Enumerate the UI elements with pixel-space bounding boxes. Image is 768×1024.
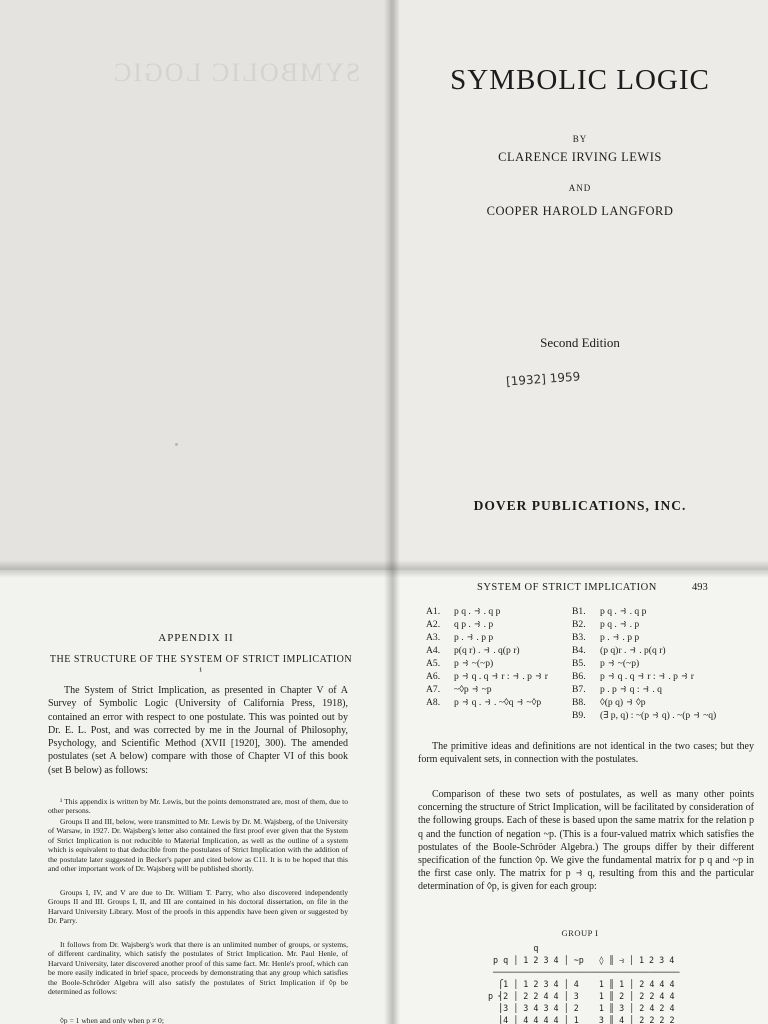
postulate-label: A7. — [426, 684, 441, 695]
postulate-formula: ~◊p ⥽ ~p — [454, 684, 492, 695]
postulate-label: B8. — [572, 697, 586, 708]
postulate-formula: p ⥽ q . ⥽ . ~◊q ⥽ ~◊p — [454, 697, 542, 708]
appendix-label: APPENDIX II — [158, 632, 234, 644]
appendix-title: THE STRUCTURE OF THE SYSTEM OF STRICT IMPLICATION ¹ — [49, 654, 353, 677]
postulate-label: A8. — [426, 697, 441, 708]
postulate-row — [426, 645, 520, 656]
postulate-row — [572, 671, 694, 682]
publisher: DOVER PUBLICATIONS, INC. — [473, 498, 687, 513]
edition-label: Second Edition — [540, 335, 620, 350]
postulate-row — [426, 684, 492, 695]
postulate-label: A3. — [426, 632, 441, 643]
author-2: COOPER HAROLD LANGFORD — [486, 204, 674, 218]
postulate-formula: p ⥽ q . q ⥽ r : ⥽ . p ⥽ r — [454, 671, 548, 682]
strict-implication-page — [392, 570, 768, 1024]
paragraph: Comparison of these two sets of postulates, as well as many other points concerning the structure of Strict Implication, will be facilitated by consideration of the following groups. Each of these is based upon the same matrix for the relation p q and the function of negation ~p. (This is a four-valued matrix which satisfies the postulates of the Boole-Schröder Algebra.) The groups differ by their different specification of the function ◊p. We give the fundamental matrix for p q and ~p in the first case only. The matrix for p ⥽ q, resulting from this and the particular determination of ◊p, is given for each group: — [418, 789, 754, 893]
postulate-row — [426, 697, 541, 708]
postulate-label: B6. — [572, 671, 586, 682]
paragraph: The primitive ideas and definitions are not identical in the two cases; but they form equivalent sets, in connection with the postulates. — [418, 741, 754, 766]
page-fold — [0, 560, 768, 578]
postulate-row — [572, 658, 639, 669]
postulate-formula: q p . ⥽ . p — [454, 619, 494, 630]
appendix-paragraph: The System of Strict Implication, as presented in Chapter V of A Survey of Symbolic Logic (University of California Press, 1918), contained an error with respect to one postulate. This was pointed out by Dr. E. L. Post, and was corrected by me in the Journal of Philosophy, Psychology, and Scientific Method (XVII [1920], 300). The amended postulates (set A below) compare with those of Chapter VI of this book (set B below) as follows: — [48, 685, 348, 776]
postulate-formula: p ⥽ ~(~p) — [454, 658, 494, 669]
postulate-label: B2. — [572, 619, 586, 630]
footnote: It follows from Dr. Wajsberg's work that there is an unlimited number of groups, or systems, of different cardinality, which satisfy the postulates of Strict Implication. Mr. Paul Henle, of Harvard University, later discovered another proof of this same fact. Mr. Henle's proof, which can be more easily indicated in brief space, proceeds by demonstrating that any group which satisfies the Boole-Schröder Algebra will also satisfy the postulates of Strict Implication if ◊p be determined as follows: — [48, 940, 348, 997]
left-blank-page — [0, 0, 392, 570]
footnote: Groups II and III, below, were transmitted to Mr. Lewis by Dr. M. Wajsberg, of the University of Warsaw, in 1927. Dr. Wajsberg's letter also contained the first proof ever given that the System of Strict Implication is not reducible to Material Implication, as well as the outline of a system which is equivalent to that deducible from the postulates of Strict Implication with the addition of the postulate later suggested in Becker's paper and cited below as C11. It is to be hoped that this and other important work of Dr. Wajsberg will be published shortly. — [48, 817, 348, 874]
paper-speck — [175, 443, 178, 446]
postulate-formula: (∃ p, q) : ~(p ⥽ q) . ~(p ⥽ ~q) — [600, 710, 717, 721]
postulate-row — [426, 632, 493, 643]
book-gutter — [384, 0, 400, 1024]
postulate-row — [426, 658, 493, 669]
footnote: ¹ This appendix is written by Mr. Lewis, but the points demonstrated are, most of them, due to other persons. — [48, 797, 348, 816]
postulate-row — [572, 684, 662, 695]
by-line: BY — [572, 134, 588, 144]
show-through-title: SYMBOLIC LOGIC — [112, 58, 361, 87]
postulate-formula: p q . ⥽ . p — [600, 619, 640, 630]
postulate-formula: p q . ⥽ . q p — [600, 606, 647, 617]
postulate-formula: p q . ⥽ . q p — [454, 606, 501, 617]
postulate-label: B9. — [572, 710, 586, 721]
postulate-label: A6. — [426, 671, 441, 682]
postulate-label: B3. — [572, 632, 586, 643]
postulate-formula: ◊(p q) ⥽ ◊p — [600, 697, 646, 708]
footnote: ◊p = 1 when and only when p ≠ 0; — [60, 1016, 164, 1024]
postulate-row — [572, 710, 716, 721]
postulate-row — [572, 606, 646, 617]
running-head: SYSTEM OF STRICT IMPLICATION — [477, 582, 657, 593]
postulate-formula: p(q r) . ⥽ . q(p r) — [454, 645, 520, 656]
handwritten-note: [1932] 1959 — [505, 369, 581, 389]
postulate-label: A1. — [426, 606, 441, 617]
postulate-row — [426, 606, 500, 617]
title-page — [392, 0, 768, 570]
group-label: GROUP I — [561, 928, 599, 938]
postulate-label: B7. — [572, 684, 586, 695]
and-line: AND — [568, 183, 592, 193]
page-number: 493 — [692, 582, 708, 593]
book-title: SYMBOLIC LOGIC — [450, 64, 710, 96]
footnote: Groups I, IV, and V are due to Dr. William T. Parry, who also discovered independently Groups II and III. Groups I, II, and III are contained in his doctoral dissertation, on file in the Harvard University Library. Most of the proofs in this appendix have been given or suggested by Dr. Parry. — [48, 888, 348, 926]
truth-matrix: q p q │ 1 2 3 4 │ ~p ◊ ║ ⥽ │ 1 2 3 4 ───────────────────────────────────── ⎧1 │ 1 2 3 4 │ 4 1 ║ 1 │ 2 4 4 4 p ⎨2 │ 2 2 4 4 │ 3 1 ║ 2 │ 2 2 4 4 ⎪3 │ 3 4 3 4 │ 2 1 ║ 3 │ 2 4 2 4 ⎩4 │ 4 4 4 4 │ 1 3 ║ 4 │ 2 2 2 2 — [488, 943, 680, 1024]
postulate-label: B1. — [572, 606, 586, 617]
appendix-page — [0, 570, 392, 1024]
postulate-label: A2. — [426, 619, 441, 630]
postulate-label: A5. — [426, 658, 441, 669]
postulate-label: B5. — [572, 658, 586, 669]
postulate-formula: (p q)r . ⥽ . p(q r) — [600, 645, 666, 656]
postulate-formula: p . ⥽ . p p — [454, 632, 494, 643]
postulate-row — [426, 671, 548, 682]
postulate-formula: p ⥽ q . q ⥽ r : ⥽ . p ⥽ r — [600, 671, 694, 682]
postulate-row — [572, 697, 646, 708]
postulate-formula: p ⥽ ~(~p) — [600, 658, 640, 669]
author-1: CLARENCE IRVING LEWIS — [498, 150, 662, 164]
postulate-label: A4. — [426, 645, 441, 656]
postulate-formula: p . ⥽ . p p — [600, 632, 640, 643]
postulate-row — [426, 619, 493, 630]
postulate-row — [572, 632, 639, 643]
postulate-formula: p . p ⥽ q : ⥽ . q — [600, 684, 662, 695]
postulate-row — [572, 645, 666, 656]
postulate-label: B4. — [572, 645, 586, 656]
postulate-row — [572, 619, 639, 630]
